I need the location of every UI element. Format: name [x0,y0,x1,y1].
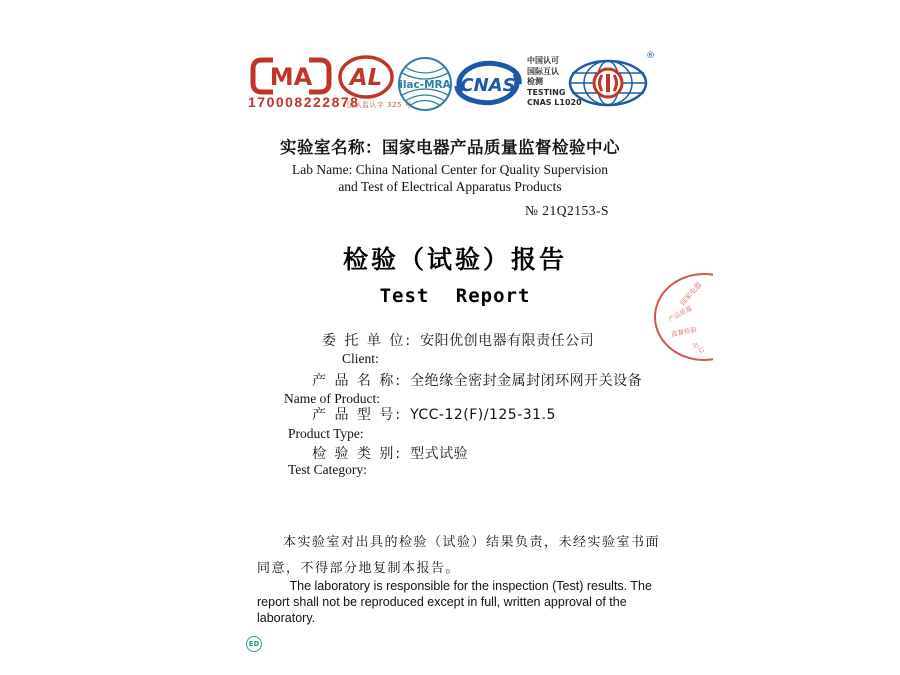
field-client-value: 安阳优创电器有限责任公司 [420,333,595,349]
report-title-en: Test Report [379,285,531,307]
field-product-type-value: YCC-12(F)/125-31.5 [410,407,556,423]
red-seal-stamp: 国家电器 产品质量 监督检验 中心 [651,267,713,367]
lab-name-cn: 实验室名称：国家电器产品质量监督检验中心 [280,138,620,157]
field-test-category-en: Test Category: [288,462,367,477]
field-product-type-en: Product Type: [288,426,364,441]
al-logo-icon [337,55,395,99]
registered-trademark-icon: ® [646,51,655,61]
cma-logo-icon [249,56,333,96]
disclaimer-en: The laboratory is responsible for the inspection (Test) results. The report shall not be reproduced except in full, written approval of the laboratory. [257,579,652,625]
lab-name-en-line1: Lab Name: China National Center for Quality Supervision [291,162,609,177]
ilac-mra-logo-icon [395,55,455,113]
svg-text:MA: MA [269,63,313,91]
svg-text:AL: AL [349,65,383,91]
lab-name-block [230,134,670,195]
field-test-category-value: 型式试验 [410,446,469,462]
globe-certification-logo-icon [567,58,649,108]
field-product-name-cn: 产 品 名 称: 全绝缘全密封金属封闭环网开关设备 [312,373,643,389]
field-client-cn: 委 托 单 位: 安阳优创电器有限责任公司 [322,333,595,349]
report-title-cn: 检验（试验）报告 [342,245,567,274]
cma-subtext: 国认监认字 325 号 [347,101,413,109]
svg-text:CNAS: CNAS [460,75,516,96]
cnas-accreditation-text: 中国认可 国际互认 检测 TESTING CNAS L1020 [527,56,582,107]
field-product-name-value: 全绝缘全密封金属封闭环网开关设备 [410,373,643,389]
report-number: № 21Q2153-S [525,203,610,218]
svg-text:ilac-MRA: ilac-MRA [399,79,451,91]
cnas-logo-icon [453,59,523,107]
footer-circle-mark-icon: ED [246,636,262,652]
report-title-block [230,240,680,307]
disclaimer-cn: 本实验室对出具的检验（试验）结果负责，未经实验室书面同意，不得部分地复制本报告。 [257,535,661,576]
cma-registration-number: 170008222878 [248,94,360,110]
field-product-type-cn: 产 品 型 号: YCC-12(F)/125-31.5 [312,407,556,423]
lab-name-en-line2: and Test of Electrical Apparatus Products [338,179,562,194]
field-product-name-en: Name of Product: [284,391,380,406]
field-test-category-cn: 检 验 类 别: 型式试验 [312,446,469,462]
field-client-en: Client: [342,351,379,366]
